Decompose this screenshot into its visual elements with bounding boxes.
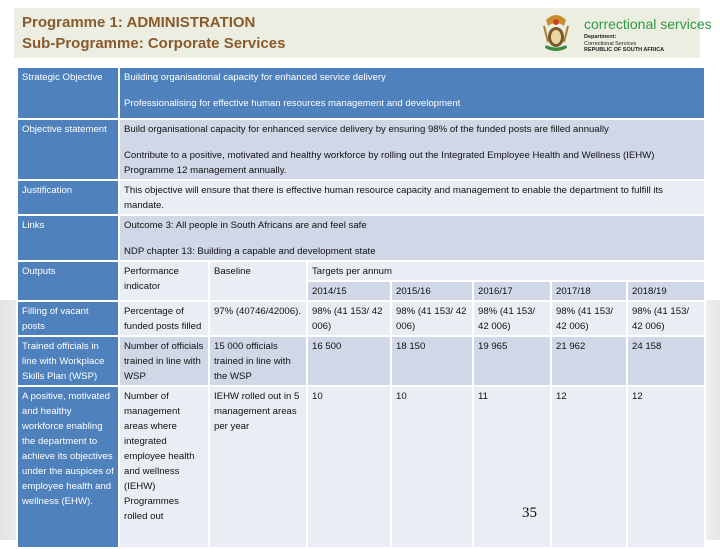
links-value: Outcome 3: All people in South Africans are and feel safe NDP chapter 13: Building a capable and development state bbox=[119, 215, 705, 261]
target-cell: 10 bbox=[307, 386, 391, 548]
objective-statement-label: Objective statement bbox=[17, 119, 119, 180]
indicator-cell: Percentage of funded posts filled bbox=[119, 301, 209, 336]
table-row bbox=[17, 301, 705, 336]
justification-label: Justification bbox=[17, 180, 119, 215]
output-cell: Filling of vacant posts bbox=[17, 301, 119, 336]
slide-header bbox=[14, 8, 712, 58]
links-row bbox=[17, 215, 705, 261]
baseline-cell: 15 000 officials trained in line with the WSP bbox=[209, 336, 307, 386]
target-cell: 11 bbox=[473, 386, 551, 548]
page-title bbox=[22, 12, 285, 54]
table-row bbox=[17, 336, 705, 386]
indicator-cell: Number of officials trained in line with WSP bbox=[119, 336, 209, 386]
links-label: Links bbox=[17, 215, 119, 261]
strategic-objective-value: Building organisational capacity for enhanced service delivery Professionalising for effective human resources management and development bbox=[119, 67, 705, 119]
outputs-header-row bbox=[17, 261, 705, 281]
output-cell: Trained officials in line with Workplace Skills Plan (WSP) bbox=[17, 336, 119, 386]
year-header: 2017/18 bbox=[551, 281, 627, 301]
target-cell: 10 bbox=[391, 386, 473, 548]
target-cell: 19 965 bbox=[473, 336, 551, 386]
target-cell: 24 158 bbox=[627, 336, 705, 386]
strategic-objective-row bbox=[17, 67, 705, 119]
outputs-header: Outputs bbox=[17, 261, 119, 301]
target-cell: 12 bbox=[627, 386, 705, 548]
indicator-cell: Number of management areas where integrated employee health and wellness (IEHW) Programmes rolled out bbox=[119, 386, 209, 548]
year-header: 2015/16 bbox=[391, 281, 473, 301]
target-cell: 98% (41 153/ 42 006) bbox=[307, 301, 391, 336]
programme-title: Programme 1: ADMINISTRATION bbox=[22, 14, 256, 31]
output-cell: A positive, motivated and healthy workforce enabling the department to achieve its objectives under the auspices of employee health and wellness (EHW). bbox=[17, 386, 119, 548]
target-cell: 12 bbox=[551, 386, 627, 548]
target-cell: 98% (41 153/ 42 006) bbox=[551, 301, 627, 336]
logo-subtext: Department: Correctional Services REPUBLIC OF SOUTH AFRICA bbox=[584, 34, 665, 53]
targets-header: Targets per annum bbox=[307, 261, 705, 281]
baseline-cell: IEHW rolled out in 5 management areas per year bbox=[209, 386, 307, 548]
objective-statement-row bbox=[17, 119, 705, 180]
programme-table bbox=[16, 66, 706, 549]
sub-programme-title: Sub-Programme: Corporate Services bbox=[22, 35, 286, 52]
justification-value: This objective will ensure that there is effective human resource capacity and management to enable the department to fulfill its mandate. bbox=[119, 180, 705, 215]
page-number: 35 bbox=[522, 505, 537, 521]
baseline-header: Baseline bbox=[209, 261, 307, 301]
performance-indicator-header: Performance indicator bbox=[119, 261, 209, 301]
baseline-cell: 97% (40746/42006). bbox=[209, 301, 307, 336]
target-cell: 18 150 bbox=[391, 336, 473, 386]
logo-wordmark: correctional services bbox=[584, 16, 712, 32]
justification-row bbox=[17, 180, 705, 215]
target-cell: 16 500 bbox=[307, 336, 391, 386]
target-cell: 98% (41 153/ 42 006) bbox=[627, 301, 705, 336]
objective-statement-value: Build organisational capacity for enhanced service delivery by ensuring 98% of the funded posts are filled annually Contribute to a positive, motivated and healthy workforce by rolling out the Integrated Employee Health and Wellness (IEHW) Programme 12 management annually. bbox=[119, 119, 705, 180]
strategic-objective-label: Strategic Objective bbox=[17, 67, 119, 119]
table-row bbox=[17, 386, 705, 548]
year-header: 2016/17 bbox=[473, 281, 551, 301]
target-cell: 98% (41 153/ 42 006) bbox=[391, 301, 473, 336]
target-cell: 21 962 bbox=[551, 336, 627, 386]
target-cell: 98% (41 153/ 42 006) bbox=[473, 301, 551, 336]
coat-of-arms-icon bbox=[542, 12, 570, 54]
year-header: 2018/19 bbox=[627, 281, 705, 301]
year-header: 2014/15 bbox=[307, 281, 391, 301]
department-logo bbox=[532, 10, 712, 56]
